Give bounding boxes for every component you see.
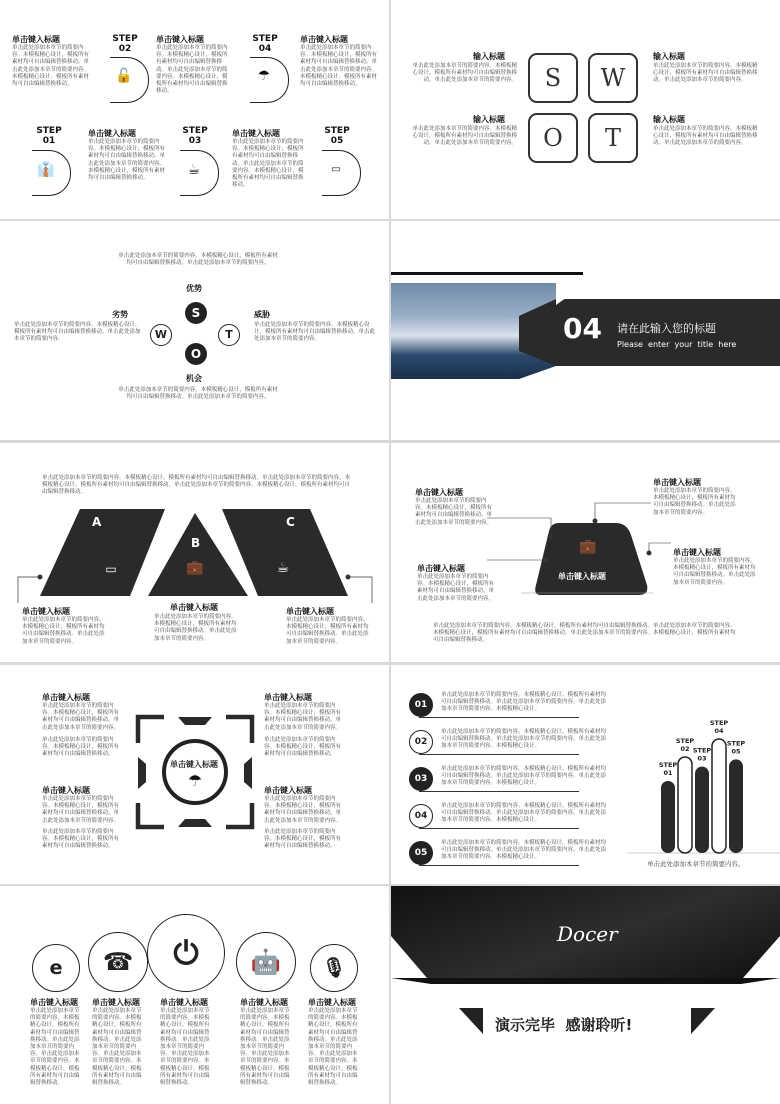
- swot-t-circle: T: [218, 324, 240, 346]
- swot-title: 输入标题: [653, 52, 685, 61]
- step-body: 单击此处添加本章节的简要内容。本模板精心设计，模板所有素材均可自由编辑替换移动。单击此处添加本章节的简要内容。本模板精心设计，模板所有素材均可自由编辑替换移动。: [232, 139, 304, 189]
- icon-title: 单击键入标题: [92, 998, 140, 1007]
- step-bar: [712, 739, 726, 853]
- phone-icon: ☎: [88, 932, 148, 992]
- slide-steps: [0, 0, 389, 219]
- step-body: 单击此处添加本章节的简要内容。本模板精心设计，模板所有素材均可自由编辑替换移动。单击此处添加本章节的简要内容。本模板精心设计，模板所有素材均可自由编辑替换移动。: [88, 139, 166, 182]
- step-bar-label: STEP: [709, 719, 729, 727]
- step-bar-label: STEP: [692, 746, 712, 755]
- swot-w-circle: W: [150, 324, 172, 346]
- frame-title: 单击键入标题: [42, 786, 90, 795]
- cup-icon: ☕: [187, 162, 201, 178]
- step-label: STEP 02: [112, 34, 138, 54]
- callouts-bottom-body: 单击此处添加本章节的简要内容。本模板精心设计，模板所有素材均可自由编辑替换移动。单击此处添加本章节的简要内容。本模板精心设计，模板所有素材均可自由编辑替换移动。单击此处添加本章节的简要内容。本模板精心设计，模板所有素材均可自由编辑替换移动。: [433, 623, 736, 644]
- abc-title: 单击键入标题: [22, 607, 70, 616]
- list-number: 05: [409, 841, 433, 865]
- list-text: 单击此处添加本章节的简要内容。本模板精心设计，模板所有素材均可自由编辑替换移动。单击此处添加本章节的简要内容。单击此处添加本章节的简要内容。本模板精心设计。: [441, 840, 607, 861]
- threat-title: 威胁: [254, 310, 270, 319]
- swot-o-circle: O: [185, 343, 207, 365]
- microphone-icon: 🎙: [310, 944, 358, 992]
- frame-body: 单击此处添加本章节的简要内容。本模板精心设计，模板所有素材均可自由编辑替换移动。: [42, 829, 120, 850]
- list-text: 单击此处添加本章节的简要内容。本模板精心设计，模板所有素材均可自由编辑替换移动。单击此处添加本章节的简要内容。单击此处添加本章节的简要内容。本模板精心设计。: [441, 692, 607, 713]
- icon-body: 单击此处添加本章节的简要内容。本模板精心设计，模板所有素材均可自由编辑替换移动。单击此处添加本章节的简要内容。单击此处添加本章节的简要内容。本模板精心设计，模板所有素材均可自由编辑替换移动。: [160, 1008, 210, 1087]
- callout-title: 单击键入标题: [415, 488, 463, 497]
- callout-body: 单击此处添加本章节的简要内容。本模板精心设计，模板所有素材均可自由编辑替换移动。单击此处添加本章节的简要内容。: [673, 558, 756, 586]
- end-message: 演示完毕 感谢聆听!: [495, 1016, 633, 1034]
- cup-icon: ☕: [276, 560, 290, 576]
- step-label: STEP 03: [182, 126, 208, 146]
- step-label: STEP 05: [324, 126, 350, 146]
- step-bar: [729, 759, 743, 853]
- icon-body: 单击此处添加本章节的简要内容。本模板精心设计，模板所有素材均可自由编辑替换移动。单击此处添加本章节的简要内容。单击此处添加本章节的简要内容。本模板精心设计，模板所有素材均可自由编辑替换移动。: [30, 1008, 80, 1087]
- weakness-body: 单击此处添加本章节的简要内容。本模板精心设计，模板所有素材均可自由编辑替换移动。单击此处添加本章节的简要内容。: [14, 322, 141, 343]
- swot-s-circle: S: [185, 302, 207, 324]
- strength-title: 优势: [186, 284, 202, 293]
- icon-title: 单击键入标题: [308, 998, 356, 1007]
- frame-body: 单击此处添加本章节的简要内容。本模板精心设计，模板所有素材均可自由编辑替换移动。单击此处添加本章节的简要内容。: [42, 796, 120, 824]
- swot-w: W: [588, 53, 638, 103]
- list-number: 02: [409, 730, 433, 754]
- slide-abc: [0, 443, 389, 662]
- step-bar-label: 01: [663, 769, 673, 777]
- abc-body: 单击此处添加本章节的简要内容。本模板精心设计，模板所有素材均可自由编辑替换移动。单击此处添加本章节的简要内容。: [286, 617, 369, 645]
- step-bar-label: STEP: [675, 737, 695, 745]
- swot-top-body: 单击此处添加本章节的简要内容。本模板精心设计，模板所有素材均可自由编辑替换移动。单击此处添加本章节的简要内容。: [118, 253, 278, 267]
- opportunity-title: 机会: [186, 374, 202, 383]
- icon-body: 单击此处添加本章节的简要内容。本模板精心设计，模板所有素材均可自由编辑替换移动。单击此处添加本章节的简要内容。单击此处添加本章节的简要内容。本模板精心设计，模板所有素材均可自由编辑替换移动。: [308, 1008, 358, 1087]
- callout-title: 单击键入标题: [673, 548, 721, 557]
- step-bar-label: STEP: [658, 761, 678, 769]
- chart-caption: 单击此处添加本章节的简要内容。: [647, 860, 745, 868]
- callout-body: 单击此处添加本章节的简要内容。本模板精心设计，模板所有素材均可自由编辑替换移动。单击此处添加本章节的简要内容。: [653, 488, 736, 516]
- abc-body: 单击此处添加本章节的简要内容。本模板精心设计，模板所有素材均可自由编辑替换移动。单击此处添加本章节的简要内容。: [22, 617, 105, 645]
- step-bar-label: 04: [714, 727, 724, 735]
- swot-body: 单击此处添加本章节的简要内容。本模板精心设计，模板所有素材均可自由编辑替换移动。单击此处添加本章节的简要内容。: [653, 63, 758, 84]
- briefcase-icon: 💼: [186, 560, 204, 576]
- slide-frame: [0, 665, 389, 884]
- step-body: 单击此处添加本章节的简要内容。本模板精心设计，模板所有素材均可自由编辑替换移动。单击此处添加本章节的简要内容。本模板精心设计，模板所有素材均可自由编辑替换移动。: [12, 45, 90, 88]
- slide-swot-cross: [0, 221, 389, 440]
- frame-body: 单击此处添加本章节的简要内容。本模板精心设计，模板所有素材均可自由编辑替换移动。: [264, 737, 342, 758]
- swot-title: 输入标题: [473, 115, 505, 124]
- icon-title: 单击键入标题: [160, 998, 208, 1007]
- list-text: 单击此处添加本章节的简要内容。本模板精心设计，模板所有素材均可自由编辑替换移动。单击此处添加本章节的简要内容。单击此处添加本章节的简要内容。本模板精心设计。: [441, 729, 607, 750]
- callout-title: 单击键入标题: [653, 478, 701, 487]
- abc-title: 单击键入标题: [286, 607, 334, 616]
- list-number: 04: [409, 804, 433, 828]
- section-title: 请在此输入您的标题: [617, 322, 716, 335]
- swot-title: 输入标题: [473, 52, 505, 61]
- end-shape: [391, 886, 780, 1104]
- step-title: 单击键入标题: [12, 35, 60, 44]
- step-bar-label: 02: [680, 745, 690, 753]
- icon-title: 单击键入标题: [30, 998, 78, 1007]
- center-title: 单击键入标题: [170, 760, 218, 769]
- step-title: 单击键入标题: [232, 129, 280, 138]
- unlock-icon: 🔓: [115, 68, 133, 84]
- slide-step-chart: [391, 665, 780, 884]
- callout-body: 单击此处添加本章节的简要内容。本模板精心设计，模板所有素材均可自由编辑替换移动。单击此处添加本章节的简要内容。: [417, 574, 495, 602]
- list-text: 单击此处添加本章节的简要内容。本模板精心设计，模板所有素材均可自由编辑替换移动。单击此处添加本章节的简要内容。单击此处添加本章节的简要内容。本模板精心设计。: [441, 803, 607, 824]
- umbrella-icon: ☂: [257, 68, 271, 84]
- frame-body: 单击此处添加本章节的简要内容。本模板精心设计，模板所有素材均可自由编辑替换移动。单击此处添加本章节的简要内容。: [42, 703, 120, 731]
- swot-bottom-body: 单击此处添加本章节的简要内容。本模板精心设计，模板所有素材均可自由编辑替换移动。单击此处添加本章节的简要内容。: [118, 387, 278, 401]
- step-bar-label: STEP: [726, 739, 746, 748]
- battery-icon: ▭: [105, 562, 117, 576]
- abc-body: 单击此处添加本章节的简要内容。本模板精心设计，模板所有素材均可自由编辑替换移动。单击此处添加本章节的简要内容。: [154, 614, 237, 642]
- frame-title: 单击键入标题: [264, 786, 312, 795]
- step-bar: [695, 767, 709, 853]
- slide-end: [391, 886, 780, 1104]
- step-label: STEP 04: [252, 34, 278, 54]
- step-bar-label: 05: [731, 747, 741, 756]
- label-a: A: [92, 515, 102, 529]
- step-bar-chart: [391, 665, 780, 884]
- umbrella-icon: ☂: [187, 771, 203, 790]
- step-title: 单击键入标题: [156, 35, 204, 44]
- slide-icons: [0, 886, 389, 1104]
- tie-icon: 👔: [37, 162, 55, 178]
- icon-body: 单击此处添加本章节的简要内容。本模板精心设计，模板所有素材均可自由编辑替换移动。单击此处添加本章节的简要内容。单击此处添加本章节的简要内容。本模板精心设计，模板所有素材均可自由编辑替换移动。: [92, 1008, 142, 1087]
- step-bar: [661, 781, 675, 853]
- step-label: STEP 01: [36, 126, 62, 146]
- slide-callouts: [391, 443, 780, 662]
- list-number: 01: [409, 693, 433, 717]
- frame-body: 单击此处添加本章节的简要内容。本模板精心设计，模板所有素材均可自由编辑替换移动。: [264, 829, 342, 850]
- icon-body: 单击此处添加本章节的简要内容。本模板精心设计，模板所有素材均可自由编辑替换移动。单击此处添加本章节的简要内容。单击此处添加本章节的简要内容。本模板精心设计，模板所有素材均可自由编辑替换移动。: [240, 1008, 290, 1087]
- label-c: C: [286, 515, 295, 529]
- step-title: 单击键入标题: [88, 129, 136, 138]
- swot-body: 单击此处添加本章节的简要内容。本模板精心设计，模板所有素材均可自由编辑替换移动。单击此处添加本章节的简要内容。: [412, 126, 517, 147]
- icon-title: 单击键入标题: [240, 998, 288, 1007]
- threat-body: 单击此处添加本章节的简要内容。本模板精心设计，模板所有素材均可自由编辑替换移动。单击此处添加本章节的简要内容。: [254, 322, 376, 343]
- section-subtitle: Please enter your title here: [617, 340, 737, 349]
- step-bar-label: 03: [697, 754, 707, 763]
- slide-section-header: [391, 221, 780, 440]
- briefcase-icon: 💼: [579, 539, 597, 555]
- swot-s: S: [528, 53, 578, 103]
- swot-t: T: [588, 113, 638, 163]
- swot-title: 输入标题: [653, 115, 685, 124]
- frame-title: 单击键入标题: [42, 693, 90, 702]
- abc-top-body: 单击此处添加本章节的简要内容。本模板精心设计，模板所有素材均可自由编辑替换移动。单击此处添加本章节的简要内容。本模板精心设计，模板所有素材均可自由编辑替换移动。单击此处添加本章节的简要内容。本模板精心设计，模板所有素材均可自由编辑替换移动。: [42, 475, 351, 496]
- list-number: 03: [409, 767, 433, 791]
- label-b: B: [191, 536, 201, 550]
- step-title: 单击键入标题: [300, 35, 348, 44]
- docer-logo: Docer: [557, 922, 618, 946]
- callout-body: 单击此处添加本章节的简要内容。本模板精心设计，模板所有素材均可自由编辑替换移动。单击此处添加本章节的简要内容。: [415, 498, 493, 526]
- frame-body: 单击此处添加本章节的简要内容。本模板精心设计，模板所有素材均可自由编辑替换移动。单击此处添加本章节的简要内容。: [264, 796, 342, 824]
- step-body: 单击此处添加本章节的简要内容。本模板精心设计，模板所有素材均可自由编辑替换移动。单击此处添加本章节的简要内容。本模板精心设计，模板所有素材均可自由编辑替换移动。: [156, 45, 228, 95]
- weakness-title: 劣势: [112, 310, 128, 319]
- frame-body: 单击此处添加本章节的简要内容。本模板精心设计，模板所有素材均可自由编辑替换移动。: [42, 737, 120, 758]
- battery-icon: ▭: [331, 164, 341, 175]
- power-icon: ⏻: [147, 914, 225, 992]
- list-text: 单击此处添加本章节的简要内容。本模板精心设计，模板所有素材均可自由编辑替换移动。单击此处添加本章节的简要内容。单击此处添加本章节的简要内容。本模板精心设计。: [441, 766, 607, 787]
- section-number: 04: [563, 312, 602, 345]
- swot-body: 单击此处添加本章节的简要内容。本模板精心设计，模板所有素材均可自由编辑替换移动。单击此处添加本章节的简要内容。: [412, 63, 517, 84]
- step-bar: [678, 757, 692, 853]
- frame-title: 单击键入标题: [264, 693, 312, 702]
- shape-title: 单击键入标题: [558, 572, 606, 581]
- ie-icon: e: [32, 944, 80, 992]
- callout-title: 单击键入标题: [417, 564, 465, 573]
- slide-swot-grid: [391, 0, 780, 219]
- step-body: 单击此处添加本章节的简要内容。本模板精心设计，模板所有素材均可自由编辑替换移动。单击此处添加本章节的简要内容。本模板精心设计，模板所有素材均可自由编辑替换移动。: [300, 45, 378, 88]
- frame-body: 单击此处添加本章节的简要内容。本模板精心设计，模板所有素材均可自由编辑替换移动。单击此处添加本章节的简要内容。: [264, 703, 342, 731]
- swot-o: O: [528, 113, 578, 163]
- android-icon: 🤖: [236, 932, 296, 992]
- swot-body: 单击此处添加本章节的简要内容。本模板精心设计，模板所有素材均可自由编辑替换移动。单击此处添加本章节的简要内容。: [653, 126, 758, 147]
- abc-title: 单击键入标题: [170, 603, 218, 612]
